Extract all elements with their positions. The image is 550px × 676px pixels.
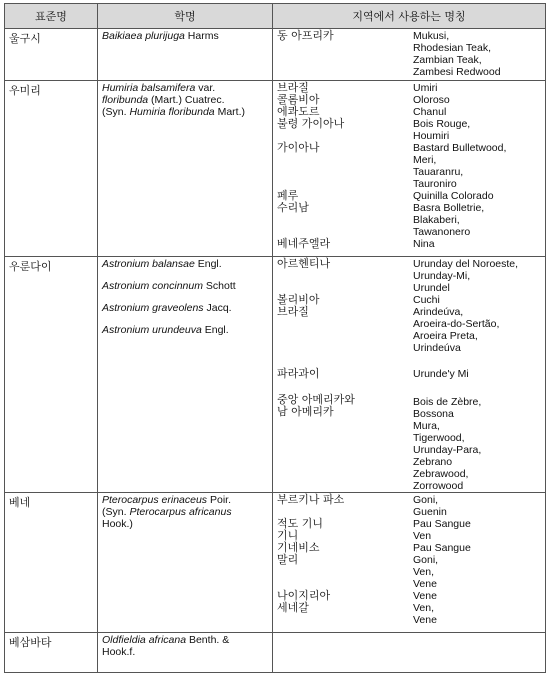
vernacular-name: Zambesi Redwood xyxy=(413,66,501,78)
table-row xyxy=(5,29,546,81)
standard-name-cell: 우룬다이 xyxy=(5,257,98,493)
region-block xyxy=(277,368,541,380)
vernacular-name: Ven, xyxy=(413,602,435,614)
vernacular-name: Guenin xyxy=(413,506,447,518)
region-label: 페루 xyxy=(277,189,299,202)
region-block xyxy=(277,258,541,294)
vernacular-name: Vene xyxy=(413,614,437,626)
vernacular-name: Urunday del Noroeste, xyxy=(413,258,519,270)
vernacular-name: Nina xyxy=(413,238,435,250)
vernacular-name: Zebrano xyxy=(413,456,453,468)
vernacular-name: Umiri xyxy=(413,82,438,94)
vernacular-name: Vene xyxy=(413,578,437,590)
vernacular-name: Goni, xyxy=(413,494,439,506)
scientific-name-cell xyxy=(98,29,273,81)
scientific-name-line: Astronium concinnum Schott xyxy=(102,280,236,292)
region-label: 동 아프리카 xyxy=(277,29,334,42)
vernacular-name: Tauaranru, xyxy=(413,166,464,178)
region-label: 기네비소 xyxy=(277,541,320,554)
scientific-name-line: Pterocarpus erinaceus Poir. xyxy=(102,494,231,506)
vernacular-name: Urunday-Para, xyxy=(413,444,482,456)
region-label: 콜롬비아 xyxy=(277,93,320,106)
region-block xyxy=(277,590,541,602)
vernacular-name: Bois de Zèbre, xyxy=(413,396,482,408)
standard-name-cell: 울구시 xyxy=(5,29,98,81)
wood-names-table xyxy=(4,3,546,673)
vernacular-name: Tauroniro xyxy=(413,178,457,190)
vernacular-name: Pau Sangue xyxy=(413,518,471,530)
regional-names-cell xyxy=(273,633,546,673)
region-label: 파라과이 xyxy=(277,367,320,380)
scientific-name-line: floribunda (Mart.) Cuatrec. xyxy=(102,94,225,106)
vernacular-name: Meri, xyxy=(413,154,437,166)
region-block xyxy=(277,554,541,590)
region-block xyxy=(277,142,541,190)
region-block xyxy=(277,190,541,202)
vernacular-name: Aroeira Preta, xyxy=(413,330,478,342)
vernacular-name: Urunday-Mi, xyxy=(413,270,471,282)
vernacular-name: Pau Sangue xyxy=(413,542,471,554)
vernacular-list xyxy=(413,30,541,78)
vernacular-name: Tawanonero xyxy=(413,226,471,238)
regional-names-cell xyxy=(273,29,546,81)
region-block xyxy=(277,602,541,626)
scientific-name-line: Astronium balansae Engl. xyxy=(102,258,222,270)
scientific-name-line: Hook.) xyxy=(102,518,133,530)
regional-names-cell xyxy=(273,257,546,493)
table-row xyxy=(5,633,546,673)
region-block xyxy=(277,518,541,530)
vernacular-name: Bossona xyxy=(413,408,454,420)
region-block xyxy=(277,238,541,250)
region-label: 브라질 xyxy=(277,81,309,94)
vernacular-name: Houmiri xyxy=(413,130,450,142)
scientific-name-cell xyxy=(98,257,273,493)
region-block xyxy=(277,294,541,306)
scientific-name-line: (Syn. Pterocarpus africanus xyxy=(102,506,232,518)
vernacular-name: Quinilla Colorado xyxy=(413,190,494,202)
vernacular-name: Oloroso xyxy=(413,94,450,106)
scientific-name-cell xyxy=(98,81,273,257)
regional-names-cell xyxy=(273,493,546,633)
scientific-name-line: Oldfieldia africana Benth. & xyxy=(102,634,230,646)
header-regional-names: 지역에서 사용하는 명칭 xyxy=(273,4,546,29)
scientific-name-line: Hook.f. xyxy=(102,646,136,658)
region-label: 가이아나 xyxy=(277,141,320,154)
region-block xyxy=(277,118,541,142)
header-scientific-name: 학명 xyxy=(98,4,273,29)
region-label: 브라질 xyxy=(277,305,309,318)
vernacular-name: Bois Rouge, xyxy=(413,118,471,130)
vernacular-name: Vene xyxy=(413,590,437,602)
region-label: 나이지리아 xyxy=(277,589,331,602)
vernacular-name: Urundel xyxy=(413,282,450,294)
region-label: 말리 xyxy=(277,553,299,566)
region-label: 중앙 아메리카와 남 아메리카 xyxy=(277,393,355,418)
region-label: 수리남 xyxy=(277,201,309,214)
region-label: 볼리비아 xyxy=(277,293,320,306)
table-row xyxy=(5,257,546,493)
region-label: 아르헨티나 xyxy=(277,257,331,270)
table-row xyxy=(5,81,546,257)
vernacular-name: Urunde'y Mi xyxy=(413,368,469,380)
header-standard-name: 표준명 xyxy=(5,4,98,29)
vernacular-name: Tigerwood, xyxy=(413,432,465,444)
vernacular-name: Zebrawood, xyxy=(413,468,469,480)
region-block xyxy=(277,30,541,78)
standard-name-cell: 베삼바타 xyxy=(5,633,98,673)
table-row xyxy=(5,493,546,633)
vernacular-name: Zorrowood xyxy=(413,480,464,492)
scientific-name-line: Humiria balsamifera var. xyxy=(102,82,216,94)
region-label: 기니 xyxy=(277,529,299,542)
vernacular-name: Aroeira-do-Sertão, xyxy=(413,318,500,330)
region-label: 불령 가이아나 xyxy=(277,117,345,130)
scientific-name-line: Baikiaea plurijuga Harms xyxy=(102,30,219,42)
region-label: 에콰도르 xyxy=(277,105,320,118)
vernacular-name: Zambian Teak, xyxy=(413,54,482,66)
scientific-name-line: Astronium graveolens Jacq. xyxy=(102,302,232,314)
vernacular-name: Bastard Bulletwood, xyxy=(413,142,507,154)
scientific-name-cell xyxy=(98,633,273,673)
standard-name-cell: 베네 xyxy=(5,493,98,633)
vernacular-name: Mura, xyxy=(413,420,440,432)
vernacular-name: Goni, xyxy=(413,554,439,566)
vernacular-name: Ven xyxy=(413,530,432,542)
regional-names-cell xyxy=(273,81,546,257)
region-block xyxy=(277,542,541,554)
region-label: 부르키나 파소 xyxy=(277,493,345,506)
scientific-name-line: (Syn. Humiria floribunda Mart.) xyxy=(102,106,245,118)
vernacular-name: Chanul xyxy=(413,106,447,118)
vernacular-name: Arindeúva, xyxy=(413,306,464,318)
region-block xyxy=(277,306,541,354)
region-label: 베네주엘라 xyxy=(277,237,331,250)
vernacular-name: Mukusi, xyxy=(413,30,450,42)
region-block xyxy=(277,202,541,238)
vernacular-name: Urindeúva xyxy=(413,342,461,354)
vernacular-name: Basra Bolletrie, xyxy=(413,202,485,214)
vernacular-name: Ven, xyxy=(413,566,435,578)
vernacular-name: Cuchi xyxy=(413,294,440,306)
region-label: 세네갈 xyxy=(277,601,309,614)
scientific-name-line: Astronium urundeuva Engl. xyxy=(102,324,229,336)
region-block xyxy=(277,394,541,492)
region-label: 적도 기니 xyxy=(277,517,324,530)
standard-name-cell: 우미리 xyxy=(5,81,98,257)
region-block xyxy=(277,494,541,518)
scientific-name-cell xyxy=(98,493,273,633)
vernacular-name: Rhodesian Teak, xyxy=(413,42,492,54)
header-row xyxy=(5,4,546,29)
vernacular-name: Blakaberi, xyxy=(413,214,460,226)
